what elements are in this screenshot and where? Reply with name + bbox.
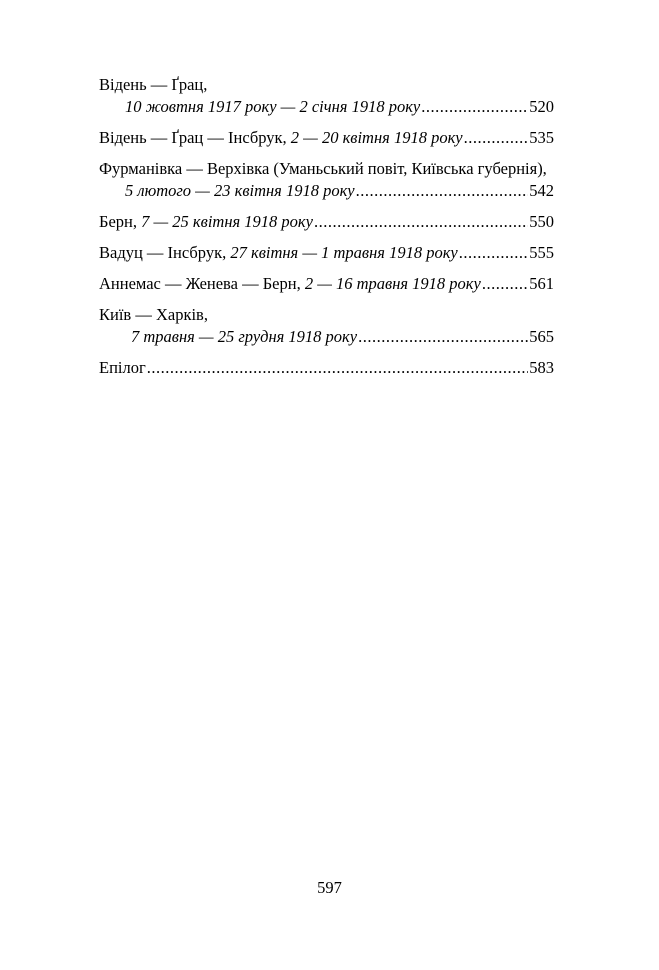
toc-entry <box>99 211 554 233</box>
toc-entry-dates: 10 жовтня 1917 року — 2 січня 1918 року <box>125 97 421 116</box>
toc-entry-page: 542 <box>529 181 554 200</box>
dot-leader <box>147 357 529 379</box>
toc-entry <box>99 127 554 149</box>
toc-entry-heading: Фурманівка — Верхівка (Уманьський повіт, Київська губернія), <box>99 159 547 178</box>
table-of-contents <box>99 74 554 388</box>
toc-entry-page: 583 <box>529 358 554 377</box>
toc-entry-heading: Епілог <box>99 358 146 377</box>
toc-entry-heading: Київ — Харків, <box>99 305 208 324</box>
toc-entry <box>99 357 554 379</box>
toc-entry-heading: Відень — Ґрац, <box>99 75 208 94</box>
toc-entry <box>99 158 554 202</box>
dot-leader <box>482 273 528 295</box>
dot-leader <box>314 211 528 233</box>
toc-entry-dates: 5 лютого — 23 квітня 1918 року <box>125 181 355 200</box>
toc-entry-dates: 7 — 25 квітня 1918 року <box>141 212 313 231</box>
toc-entry-page: 535 <box>529 128 554 147</box>
toc-entry-page: 561 <box>529 274 554 293</box>
dot-leader <box>356 180 529 202</box>
dot-leader <box>464 127 529 149</box>
toc-entry-page: 565 <box>529 327 554 346</box>
toc-entry <box>99 304 554 348</box>
dot-leader <box>358 326 528 348</box>
dot-leader <box>421 96 528 118</box>
toc-entry <box>99 74 554 118</box>
toc-entry-heading: Аннемас — Женева — Берн, <box>99 274 301 293</box>
toc-entry-heading: Берн, <box>99 212 138 231</box>
toc-entry-dates: 2 — 16 травня 1918 року <box>304 274 481 293</box>
toc-entry-page: 555 <box>529 243 554 262</box>
toc-entry <box>99 242 554 264</box>
dot-leader <box>459 242 529 264</box>
toc-entry-dates: 7 травня — 25 грудня 1918 року <box>131 327 358 346</box>
toc-entry-heading: Відень — Ґрац — Інсбрук, <box>99 128 287 147</box>
toc-entry <box>99 273 554 295</box>
toc-entry-dates: 2 — 20 квітня 1918 року <box>290 128 463 147</box>
toc-entry-dates: 27 квітня — 1 травня 1918 року <box>230 243 458 262</box>
toc-entry-page: 520 <box>529 97 554 116</box>
toc-entry-heading: Вадуц — Інсбрук, <box>99 243 227 262</box>
toc-entry-page: 550 <box>529 212 554 231</box>
page-number: 597 <box>317 878 342 897</box>
